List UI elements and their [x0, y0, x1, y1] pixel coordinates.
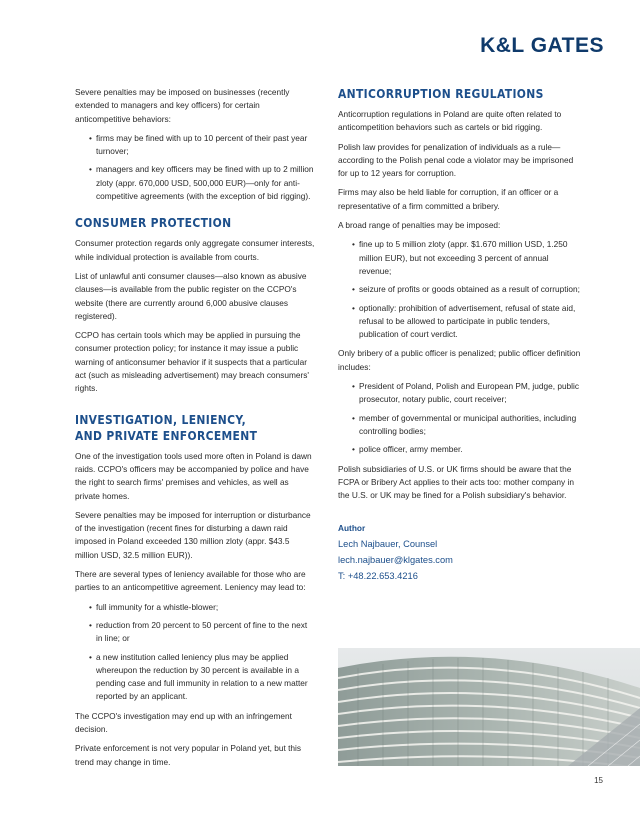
author-heading: Author	[338, 523, 366, 534]
paragraph: Anticorruption regulations in Poland are quite often related to anticompetition behaviors such as cartels or bid rigging.	[338, 109, 562, 133]
list-item: • a new institution called leniency plus may be applied whereupon the reduction by 30 percent is available in a pending case and full immunity in relation to a new matter reported by an applicant.	[89, 651, 308, 702]
list-item: • seizure of profits or goods obtained as a result of corruption;	[352, 284, 580, 295]
paragraph: There are several types of leniency available for those who are parties to an anticompetitive agreement. Leniency may lead to:	[75, 569, 306, 593]
consumer-protection-heading: CONSUMER PROTECTION	[75, 215, 232, 231]
paragraph: Polish subsidiaries of U.S. or UK firms should be aware that the FCPA or Bribery Act applies to their acts too: mother company in the U.S. or UK may be fined for a Polish subsidiary's behavior.	[338, 463, 574, 501]
list-item: • fine up to 5 million zloty (appr. $1.670 million USD, 1.250 million EUR), but not exceeding 3 percent of annual revenue;	[352, 239, 568, 276]
paragraph: CCPO has certain tools which may be applied in pursuing the consumer protection policy; for instance it may issue a public warning of anticonsumer behavior if it suspects that a particular act (such as misleading advertisement) may breach consumers' rights.	[75, 330, 309, 394]
paragraph: One of the investigation tools used more often in Poland is dawn raids. CCPO's officers may be accompanied by police and have the right to search firms' premises and vehicles, as well as private homes.	[75, 450, 312, 501]
investigation-heading: INVESTIGATION, LENIENCY, AND PRIVATE ENFORCEMENT	[75, 411, 258, 443]
right-column	[338, 86, 583, 584]
paragraph: Consumer protection regards only aggregate consumer interests, while individual protection is available from courts.	[75, 238, 315, 262]
paragraph: The CCPO's investigation may end up with an infringement decision.	[75, 710, 292, 734]
paragraph: Firms may also be held liable for corruption, if an officer or a representative of a firm committed a bribery.	[338, 187, 559, 211]
intro-bullet-list	[75, 132, 315, 203]
paragraph: Polish law provides for penalization of individuals as a rule—according to the Polish penal code a violator may be imprisoned for up to 12 years for corruption.	[338, 141, 574, 179]
paragraph: List of unlawful anti consumer clauses—also known as abusive clauses—is available from the public register on the CCPO's website (there are currently around 6,000 abusive clauses registered).	[75, 270, 307, 321]
author-phone: T: +48.22.653.4216	[338, 570, 418, 581]
list-item: • reduction from 20 percent to 50 percent of fine to the next in line; or	[89, 619, 308, 644]
anticorruption-heading: ANTICORRUPTION REGULATIONS	[338, 86, 544, 101]
penalty-bullet-list	[338, 238, 583, 341]
list-item: • full immunity for a whistle-blower;	[89, 601, 219, 612]
list-item: • firms may be fined with up to 10 percent of their past year turnover;	[89, 132, 308, 157]
firm-logo: K&L GATES	[480, 34, 604, 57]
paragraph: Private enforcement is not very popular in Poland yet, but this trend may change in time.	[75, 743, 301, 767]
paragraph: Only bribery of a public officer is penalized; public officer definition includes:	[338, 348, 581, 372]
page-number: 15	[594, 776, 603, 785]
building-photo	[338, 648, 640, 766]
leniency-bullet-list	[75, 601, 315, 704]
list-item: • managers and key officers may be fined with up to 2 million zloty (appr. 670,000 USD, 500,000 EUR)—only for anti-competitive agreements (with the exception of bid rigging).	[89, 164, 314, 202]
building-facade-image	[338, 648, 640, 766]
list-item: • President of Poland, Polish and European PM, judge, public prosecutor, notary public, court receiver;	[352, 381, 580, 405]
intro-paragraph: Severe penalties may be imposed on businesses (recently extended to managers and key officers) for certain anticompetitive behaviors:	[75, 87, 290, 124]
list-item: • member of governmental or municipal authorities, including controlling bodies;	[352, 412, 577, 436]
officer-bullet-list	[338, 380, 583, 456]
list-item: • optionally: prohibition of advertisement, refusal of state aid, refusal to be allowed to participate in public tenders, publication of court verdict.	[352, 302, 576, 340]
paragraph: A broad range of penalties may be imposed:	[338, 220, 501, 231]
author-name: Lech Najbauer, Counsel	[338, 538, 438, 549]
paragraph: Severe penalties may be imposed for interruption or disturbance of the investigation (recent fines for disturbing a dawn raid imposed in Poland exceeded 130 million zloty (appr. $43.5 million USD, 32.5 million EUR)).	[75, 509, 311, 560]
list-item: • police officer, army member.	[352, 444, 463, 455]
author-email-link[interactable]: lech.najbauer@klgates.com	[338, 554, 453, 565]
left-column	[75, 86, 315, 775]
